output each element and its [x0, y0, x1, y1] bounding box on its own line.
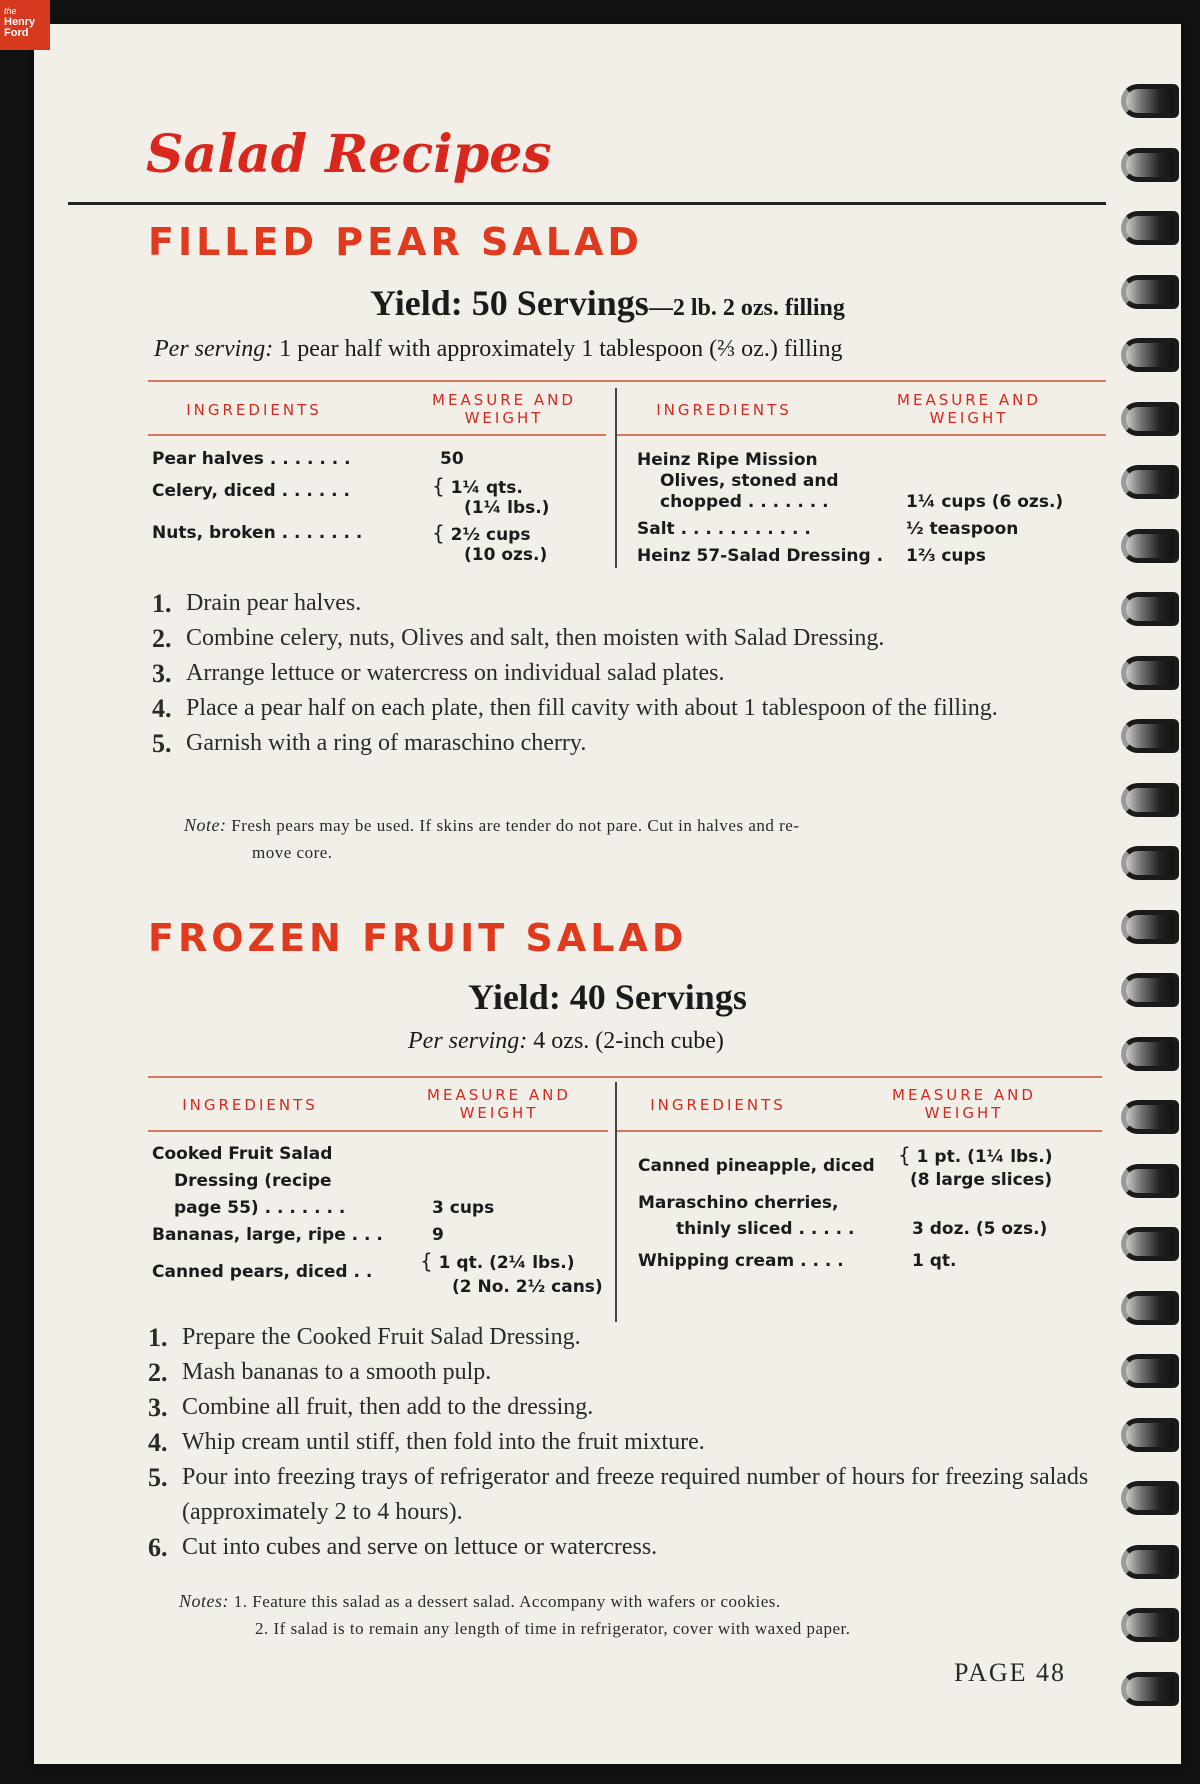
- recipe2-per-label: Per serving:: [408, 1028, 528, 1054]
- spiral-coil: [1121, 1100, 1179, 1134]
- ingredient-name: Heinz Ripe Mission: [637, 450, 818, 470]
- ingredient-measure: ½ teaspoon: [906, 519, 1019, 539]
- step-text: Prepare the Cooked Fruit Salad Dressing.: [182, 1324, 581, 1350]
- recipe1-yield-extra: —2 lb. 2 ozs. filling: [648, 295, 845, 321]
- ingredient-measure: { 2½ cups: [432, 521, 531, 545]
- ingredient-measure: 50: [440, 449, 464, 469]
- measure-line1: 1 qt. (2¼ lbs.): [438, 1253, 575, 1273]
- ingredient-measure: 1¼ cups (6 ozs.): [906, 492, 1064, 512]
- spiral-coil: [1121, 846, 1179, 880]
- note-text: Fresh pears may be used. If skins are tender do not pare. Cut in halves and re-: [226, 816, 800, 835]
- step-number: 3.: [152, 659, 172, 688]
- table-top-rule: [148, 380, 1106, 382]
- ingredient-measure: 3 cups: [432, 1198, 495, 1218]
- recipe1-per-serving: [154, 336, 842, 363]
- table-divider: [615, 1082, 617, 1322]
- spiral-coil: [1121, 719, 1179, 753]
- spiral-coil: [1121, 529, 1179, 563]
- ingredient-measure: 1⅔ cups: [906, 546, 986, 566]
- logo-small-text: the: [4, 6, 17, 16]
- col-measure-line2: WEIGHT: [464, 409, 544, 427]
- spiral-coil: [1121, 338, 1179, 372]
- table-header-rule-right: [616, 1130, 1102, 1132]
- recipe2-per-serving: [408, 1028, 724, 1055]
- measure-line1: 1¼ qts.: [450, 478, 523, 498]
- ingredient-name: Nuts, broken . . . . . . .: [152, 523, 363, 543]
- step-number: 1.: [152, 589, 172, 618]
- step-number: 5.: [148, 1463, 168, 1492]
- step-text: Place a pear half on each plate, then fill cavity with about 1 tablespoon of the filling.: [186, 695, 998, 721]
- step: [152, 586, 1112, 621]
- spiral-coil: [1121, 84, 1179, 118]
- spiral-coil: [1121, 592, 1179, 626]
- col-measure-line2: WEIGHT: [459, 1104, 539, 1122]
- ingredient-name: Canned pineapple, diced: [638, 1156, 875, 1176]
- table-header-rule-left: [148, 434, 606, 436]
- spiral-coil: [1121, 1608, 1179, 1642]
- ingredient-name-2: thinly sliced . . . . .: [676, 1219, 855, 1239]
- ingredient-name: Celery, diced . . . . . .: [152, 481, 350, 501]
- table-divider: [615, 388, 617, 568]
- ingredient-name-2: Olives, stoned and: [660, 471, 839, 491]
- spiral-coil: [1121, 402, 1179, 436]
- recipe1-per-label: Per serving:: [154, 336, 274, 362]
- step-number: 2.: [148, 1358, 168, 1387]
- ingredient-name: Salt . . . . . . . . . . .: [637, 519, 811, 539]
- recipe1-steps: [152, 586, 1112, 761]
- ingredient-measure: { 1¼ qts.: [432, 474, 523, 498]
- note-1: 1. Feature this salad as a dessert salad. Accompany with wafers or cookies.: [233, 1592, 781, 1611]
- step-text: Pour into freezing trays of refrigerator and freeze required number of hours for freezing salads (approximately 2 to 4 hours).: [182, 1464, 1089, 1525]
- recipe1-title: FILLED PEAR SALAD: [148, 220, 643, 264]
- recipe1-note-2: move core.: [252, 843, 333, 862]
- measure-line1: 1 pt. (1¼ lbs.): [916, 1147, 1053, 1167]
- step-text: Mash bananas to a smooth pulp.: [182, 1359, 492, 1385]
- ingredient-measure: 9: [432, 1225, 444, 1245]
- recipe2-steps: [148, 1320, 1108, 1565]
- step: [148, 1355, 1108, 1390]
- col-measure-right: [874, 1086, 1054, 1122]
- col-ingredients: INGREDIENTS: [182, 1096, 318, 1114]
- step-text: Combine all fruit, then add to the dressing.: [182, 1394, 594, 1420]
- col-measure-line1: MEASURE AND: [432, 391, 576, 409]
- ingredient-name: Bananas, large, ripe . . .: [152, 1225, 383, 1245]
- recipe2-note-2: 2. If salad is to remain any length of time in refrigerator, cover with waxed paper.: [255, 1619, 851, 1638]
- ingredient-name: Heinz 57-Salad Dressing .: [637, 546, 884, 566]
- ingredient-name-2: Dressing (recipe: [174, 1171, 332, 1191]
- step-number: 1.: [148, 1323, 168, 1352]
- ingredient-name: Maraschino cherries,: [638, 1193, 839, 1213]
- spiral-binding: [1119, 84, 1181, 1774]
- spiral-coil: [1121, 1164, 1179, 1198]
- step-text: Whip cream until stiff, then fold into the fruit mixture.: [182, 1429, 705, 1455]
- spiral-coil: [1121, 148, 1179, 182]
- step-number: 5.: [152, 729, 172, 758]
- step: [152, 691, 1112, 726]
- spiral-coil: [1121, 211, 1179, 245]
- ingredient-measure-2: (1¼ lbs.): [464, 498, 550, 518]
- col-ingredients: INGREDIENTS: [186, 401, 322, 419]
- recipe-page: [34, 24, 1181, 1764]
- spiral-coil: [1121, 910, 1179, 944]
- step-number: 2.: [152, 624, 172, 653]
- step: [148, 1320, 1108, 1355]
- ingredient-measure: { 1 pt. (1¼ lbs.): [898, 1143, 1053, 1167]
- step-number: 6.: [148, 1533, 168, 1562]
- col-measure-right-line2: WEIGHT: [929, 409, 1009, 427]
- table-header-rule-right: [616, 434, 1106, 436]
- spiral-coil: [1121, 465, 1179, 499]
- ingredient-measure: 1 qt.: [912, 1251, 957, 1271]
- spiral-coil: [1121, 1545, 1179, 1579]
- spiral-coil: [1121, 1418, 1179, 1452]
- table-header-rule-left: [148, 1130, 608, 1132]
- step: [148, 1425, 1108, 1460]
- ingredient-name: Cooked Fruit Salad: [152, 1144, 333, 1164]
- col-ingredients-right: INGREDIENTS: [650, 1096, 786, 1114]
- recipe1-yield: [34, 282, 1181, 324]
- ingredient-measure-2: (10 ozs.): [464, 545, 548, 565]
- step-text: Arrange lettuce or watercress on individual salad plates.: [186, 660, 725, 686]
- step-text: Cut into cubes and serve on lettuce or watercress.: [182, 1534, 658, 1560]
- step-number: 4.: [148, 1428, 168, 1457]
- ingredient-name: Pear halves . . . . . . .: [152, 449, 351, 469]
- col-measure: [414, 391, 594, 427]
- step: [148, 1460, 1108, 1530]
- step-text: Drain pear halves.: [186, 590, 362, 616]
- ingredient-measure: { 1 qt. (2¼ lbs.): [420, 1249, 575, 1273]
- logo-text-1: Henry: [4, 16, 36, 28]
- page-number: PAGE 48: [954, 1658, 1067, 1687]
- recipe2-notes: [179, 1588, 781, 1615]
- ingredient-name-3: chopped . . . . . . .: [660, 492, 829, 512]
- step-text: Garnish with a ring of maraschino cherry.: [186, 730, 587, 756]
- page-heading: Salad Recipes: [146, 124, 552, 185]
- ingredient-name: Whipping cream . . . .: [638, 1251, 844, 1271]
- step: [152, 656, 1112, 691]
- heading-rule: [68, 202, 1106, 205]
- spiral-coil: [1121, 1037, 1179, 1071]
- spiral-coil: [1121, 1354, 1179, 1388]
- recipe1-yield-main: Yield: 50 Servings: [370, 283, 649, 323]
- spiral-coil: [1121, 275, 1179, 309]
- spiral-coil: [1121, 783, 1179, 817]
- ingredient-measure-2: (8 large slices): [910, 1170, 1053, 1190]
- col-measure-right: [879, 391, 1059, 427]
- col-measure-line1: MEASURE AND: [427, 1086, 571, 1104]
- note-label: Note:: [184, 815, 227, 835]
- step: [152, 726, 1112, 761]
- ingredient-name-3: page 55) . . . . . . .: [174, 1198, 346, 1218]
- spiral-coil: [1121, 1291, 1179, 1325]
- col-measure-right-line1: MEASURE AND: [892, 1086, 1036, 1104]
- recipe2-title: FROZEN FRUIT SALAD: [148, 916, 688, 960]
- notes-label: Notes:: [179, 1591, 229, 1611]
- ingredient-name: Canned pears, diced . .: [152, 1262, 373, 1282]
- henry-ford-logo: [0, 0, 50, 50]
- measure-line1: 2½ cups: [450, 525, 531, 545]
- table-top-rule: [148, 1076, 1102, 1078]
- ingredient-measure: 3 doz. (5 ozs.): [912, 1219, 1048, 1239]
- ingredient-measure-2: (2 No. 2½ cans): [452, 1277, 603, 1297]
- col-ingredients-right: INGREDIENTS: [656, 401, 792, 419]
- step-number: 4.: [152, 694, 172, 723]
- spiral-coil: [1121, 973, 1179, 1007]
- step: [148, 1530, 1108, 1565]
- col-measure-right-line2: WEIGHT: [924, 1104, 1004, 1122]
- spiral-coil: [1121, 1227, 1179, 1261]
- spiral-coil: [1121, 656, 1179, 690]
- col-measure: [409, 1086, 589, 1122]
- step: [152, 621, 1112, 656]
- step-text: Combine celery, nuts, Olives and salt, then moisten with Salad Dressing.: [186, 625, 885, 651]
- step-number: 3.: [148, 1393, 168, 1422]
- recipe1-per-text: 1 pear half with approximately 1 tablespoon (⅔ oz.) filling: [273, 336, 843, 362]
- spiral-coil: [1121, 1672, 1179, 1706]
- logo-text-2: Ford: [4, 27, 29, 39]
- step: [148, 1390, 1108, 1425]
- recipe2-per-text: 4 ozs. (2-inch cube): [527, 1028, 724, 1054]
- recipe2-yield: Yield: 40 Servings: [468, 977, 747, 1017]
- recipe1-note: [184, 812, 799, 839]
- spiral-coil: [1121, 1481, 1179, 1515]
- col-measure-right-line1: MEASURE AND: [897, 391, 1041, 409]
